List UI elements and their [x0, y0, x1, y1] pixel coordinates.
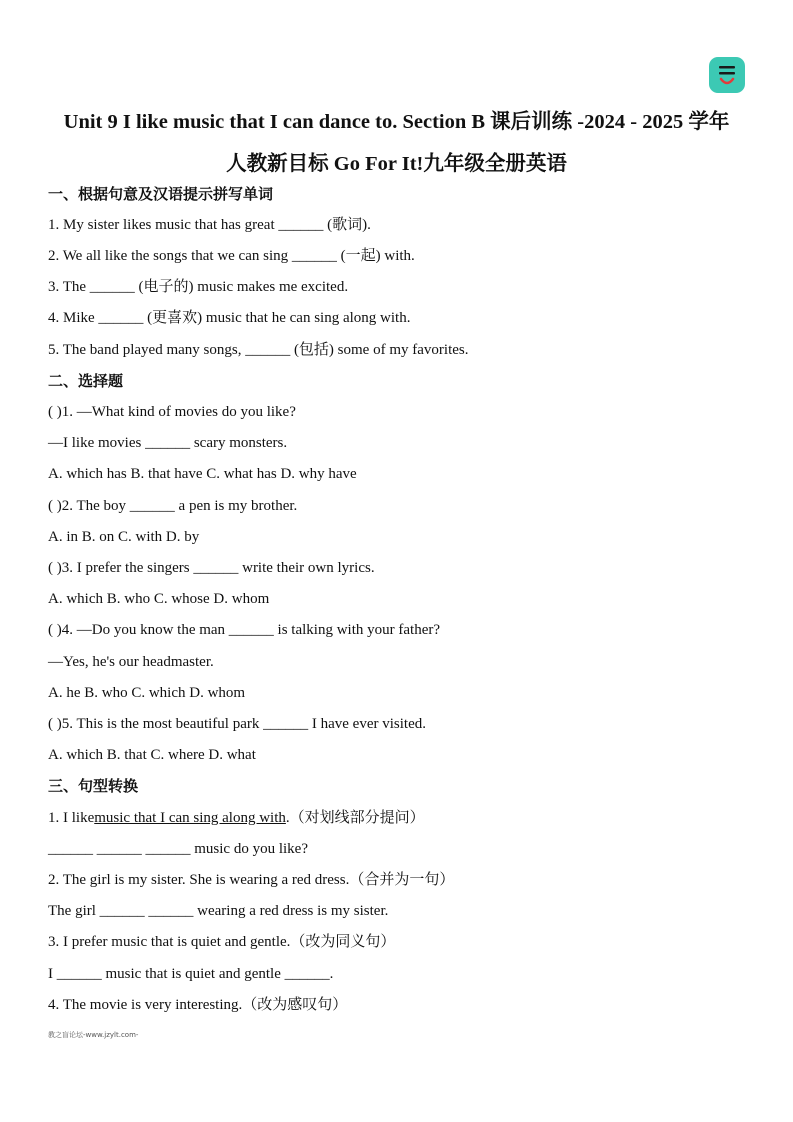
fill-item-2: 2. We all like the songs that we can sing ______ (一起) with.: [48, 248, 415, 264]
mc-line-6: —Yes, he's our headmaster.: [48, 654, 214, 670]
fill-item-1: 1. My sister likes music that has great ______ (歌词).: [48, 217, 371, 233]
fill-item-4: 4. Mike ______ (更喜欢) music that he can sing along with.: [48, 310, 411, 326]
mc-options-4: A. he B. who C. which D. whom: [48, 685, 246, 701]
section-1-heading: 一、根据句意及汉语提示拼写单词: [48, 185, 274, 203]
title-line-1: Unit 9 I like music that I can dance to. Section B 课后训练 -2024 - 2025 学年: [63, 111, 730, 133]
mc-line-4: ( )3. I prefer the singers ______ write their own lyrics.: [48, 560, 375, 576]
title-line-2: 人教新目标 Go For It!九年级全册英语: [226, 153, 567, 175]
mc-options-5: A. which B. that C. where D. what: [48, 747, 256, 763]
fill-item-3: 3. The ______ (电子的) music makes me excited.: [48, 279, 349, 295]
q1-underlined: music that I can sing along with: [94, 810, 286, 826]
mc-line-2: —I like movies ______ scary monsters.: [48, 435, 288, 451]
q1-suffix: .（对划线部分提问）: [285, 810, 425, 826]
section-2-heading: 二、选择题: [48, 372, 124, 390]
q1-prefix: 1. I like: [48, 810, 95, 826]
mc-line-3: ( )2. The boy ______ a pen is my brother.: [48, 498, 298, 514]
transform-line-4: 3. I prefer music that is quiet and gentle.（改为同义句）: [48, 934, 396, 950]
mc-options-2: A. in B. on C. with D. by: [48, 529, 200, 545]
mc-line-7: ( )5. This is the most beautiful park ______ I have ever visited.: [48, 716, 426, 732]
logo-icon: [709, 57, 745, 93]
transform-line-2: 2. The girl is my sister. She is wearing a red dress.（合并为一句）: [48, 872, 455, 888]
mc-options-3: A. which B. who C. whose D. whom: [48, 591, 270, 607]
fill-item-5: 5. The band played many songs, ______ (包括) some of my favorites.: [48, 342, 469, 358]
transform-line-6: 4. The movie is very interesting.（改为感叹句）: [48, 997, 348, 1013]
footer-text: 教之盲论坛-www.jzylt.com-: [48, 1031, 139, 1039]
mc-line-1: ( )1. —What kind of movies do you like?: [48, 404, 296, 420]
mc-line-5: ( )4. —Do you know the man ______ is talking with your father?: [48, 622, 441, 638]
site-logo: [709, 57, 745, 93]
section-3-heading: 三、句型转换: [48, 777, 139, 795]
transform-line-5: I ______ music that is quiet and gentle ______.: [48, 966, 334, 982]
transform-line-3: The girl ______ ______ wearing a red dress is my sister.: [48, 903, 389, 919]
transform-q1: [48, 808, 425, 828]
mc-options-1: A. which has B. that have C. what has D. why have: [48, 466, 357, 482]
transform-line-1: ______ ______ ______ music do you like?: [48, 841, 308, 857]
